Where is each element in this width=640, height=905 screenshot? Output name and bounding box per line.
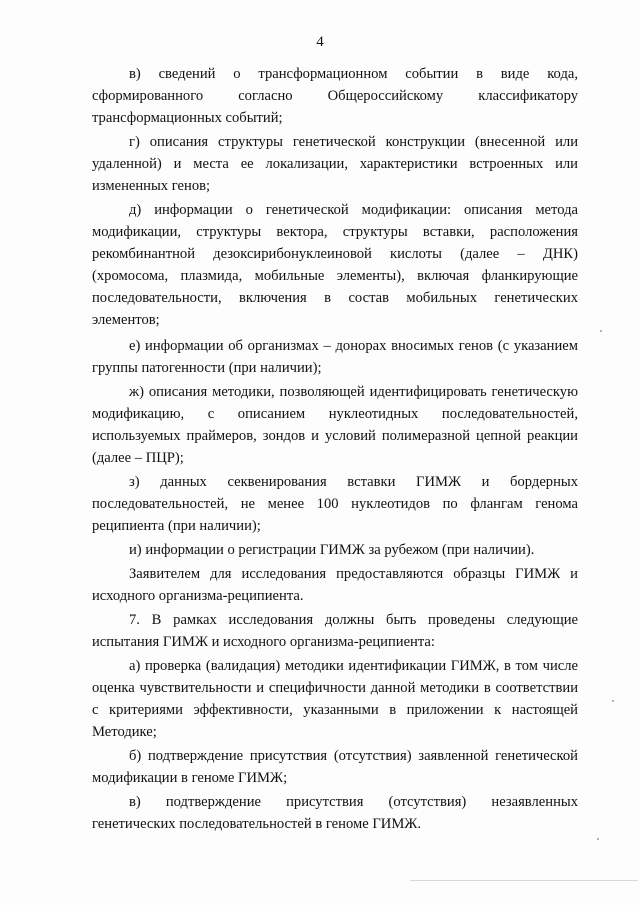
page-number: 4 (316, 34, 324, 50)
paragraph-a-method-validation: а) проверка (валидация) методики идентификации ГИМЖ, в том числе оценка чувствительности и специфичности данной методики в соответствии с критериями эффективности, указанными в приложении к настоящей Методике; (92, 658, 578, 740)
paragraph-g-construct-structure: г) описания структуры генетической конструкции (внесенной или удаленной) и места ее локализации, характеристики встроенных или измененных генов; (92, 134, 578, 194)
scan-speck (600, 330, 602, 332)
paragraph-z-sequencing-data: з) данных секвенирования вставки ГИМЖ и бордерных последовательностей, не менее 100 нуклеотидов по флангам генома реципиента (при наличии); (92, 474, 578, 534)
document-body (92, 63, 578, 835)
paragraph-zh-identification-method: ж) описания методики, позволяющей идентифицировать генетическую модификацию, с описанием нуклеотидных последовательностей, используемых праймеров, зондов и условий полимеразной цепной реакции (далее – ПЦР); (92, 384, 578, 466)
paragraph-v-undeclared-sequences: в) подтверждение присутствия (отсутствия) незаявленных генетических последовательностей в геноме ГИМЖ. (92, 794, 578, 832)
paragraph-e-donor-organisms: е) информации об организмах – донорах вносимых генов (с указанием группы патогенности (при наличии); (92, 338, 578, 376)
scan-edge-line (410, 880, 638, 881)
paragraph-7-required-tests: 7. В рамках исследования должны быть проведены следующие испытания ГИМЖ и исходного организма-реципиента: (92, 612, 578, 650)
paragraph-applicant-samples: Заявителем для исследования предоставляются образцы ГИМЖ и исходного организма-реципиента. (92, 566, 578, 604)
paragraph-b-declared-modification: б) подтверждение присутствия (отсутствия) заявленной генетической модификации в геноме ГИМЖ; (92, 748, 578, 786)
paragraph-v-event-code: в) сведений о трансформационном событии в виде кода, сформированного согласно Общероссийскому классификатору трансформационных событий; (92, 66, 578, 126)
scan-speck (612, 700, 614, 702)
paragraph-i-foreign-registration: и) информации о регистрации ГИМЖ за рубежом (при наличии). (129, 542, 535, 558)
paragraph-d-genetic-modification: д) информации о генетической модификации: описания метода модификации, структуры вектора, структуры вставки, расположения рекомбинантной дезоксирибонуклеиновой кислоты (далее – ДНК) (хромосома, плазмида, мобильные элементы), включая фланкирующие последовательности, включения в состав мобильных генетических элементов; (92, 202, 578, 328)
scan-speck (597, 838, 599, 840)
